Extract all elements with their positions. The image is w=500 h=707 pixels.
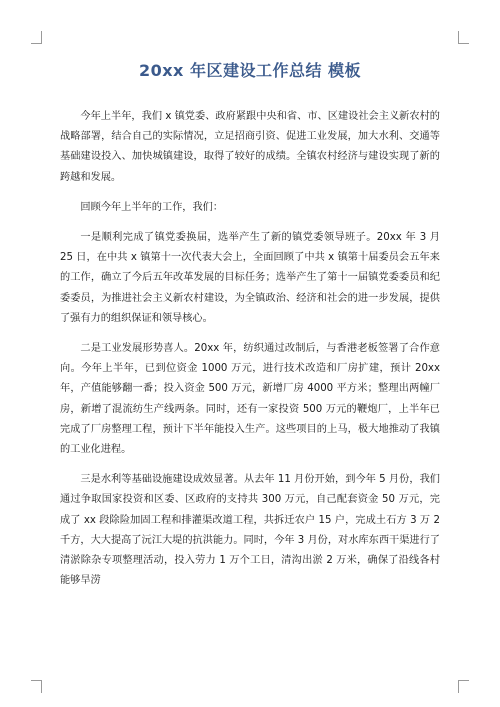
- document-title: 20xx 年区建设工作总结 模板: [138, 61, 362, 80]
- crop-mark-top-right: [458, 31, 469, 44]
- crop-mark-bottom-right: [458, 680, 469, 693]
- crop-mark-bottom-left: [31, 680, 42, 693]
- paragraph-review-lead: 回顾今年上半年的工作，我们：: [80, 201, 224, 213]
- document-body: [60, 107, 440, 601]
- paragraph-point-three: 三是水利等基础设施建设成效显著。从去年 11 月份开始，到今年 5 月份，我们通过争取国家投资和区委、区政府的支持共 300 万元，自己配套资金 50 万元，完成了 xx 段除险加固工程和排灌渠改道工程，共拆迁农户 15 户，完成土石方 3 万 2 千方，大大提高了沅江大堤的抗洪能力。同时，今年 3 月份，对水库东西干渠进行了清淤除杂专项整理活动，投入劳力 1 万个工日，清沟出淤 2 万米，确保了沿线各村能够旱涝: [60, 474, 440, 587]
- paragraph-point-two: 二是工业发展形势喜人。20xx 年，纺织通过改制后，与香港老板签署了合作意向。今年上半年，已到位资金 1000 万元，进行技术改造和厂房扩建，预计 20xx 年，产值能够翻一番；投入资金 500 万元，新增厂房 4000 平方米；整理出两幢厂房，新增了混流纺生产线两条。同时，还有一家投资 500 万元的鞭炮厂，上半年已完成了厂房整理工程，预计下半年能投入生产。这些项目的上马，极大地推动了我镇的工业化进程。: [60, 343, 440, 456]
- paragraph-point-one: 一是顺利完成了镇党委换届，选举产生了新的镇党委领导班子。20xx 年 3 月 25 日，在中共 x 镇第十一次代表大会上，全面回顾了中共 x 镇第十届委员会五年来的工作，确立了今后五年改革发展的目标任务；选举产生了第十一届镇党委委员和纪委委员，为推进社会主义新农村建设，为全镇政治、经济和社会的进一步发展，提供了强有力的组织保证和领导核心。: [60, 232, 440, 324]
- crop-mark-top-left: [31, 31, 42, 44]
- paragraph-intro: 今年上半年，我们 x 镇党委、政府紧跟中央和省、市、区建设社会主义新农村的战略部署，结合自己的实际情况，立足招商引资、促进工业发展，加大水利、交通等基础建设投入、加快城镇建设，取得了较好的成绩。全镇农村经济与建设实现了新的跨越和发展。: [60, 111, 440, 183]
